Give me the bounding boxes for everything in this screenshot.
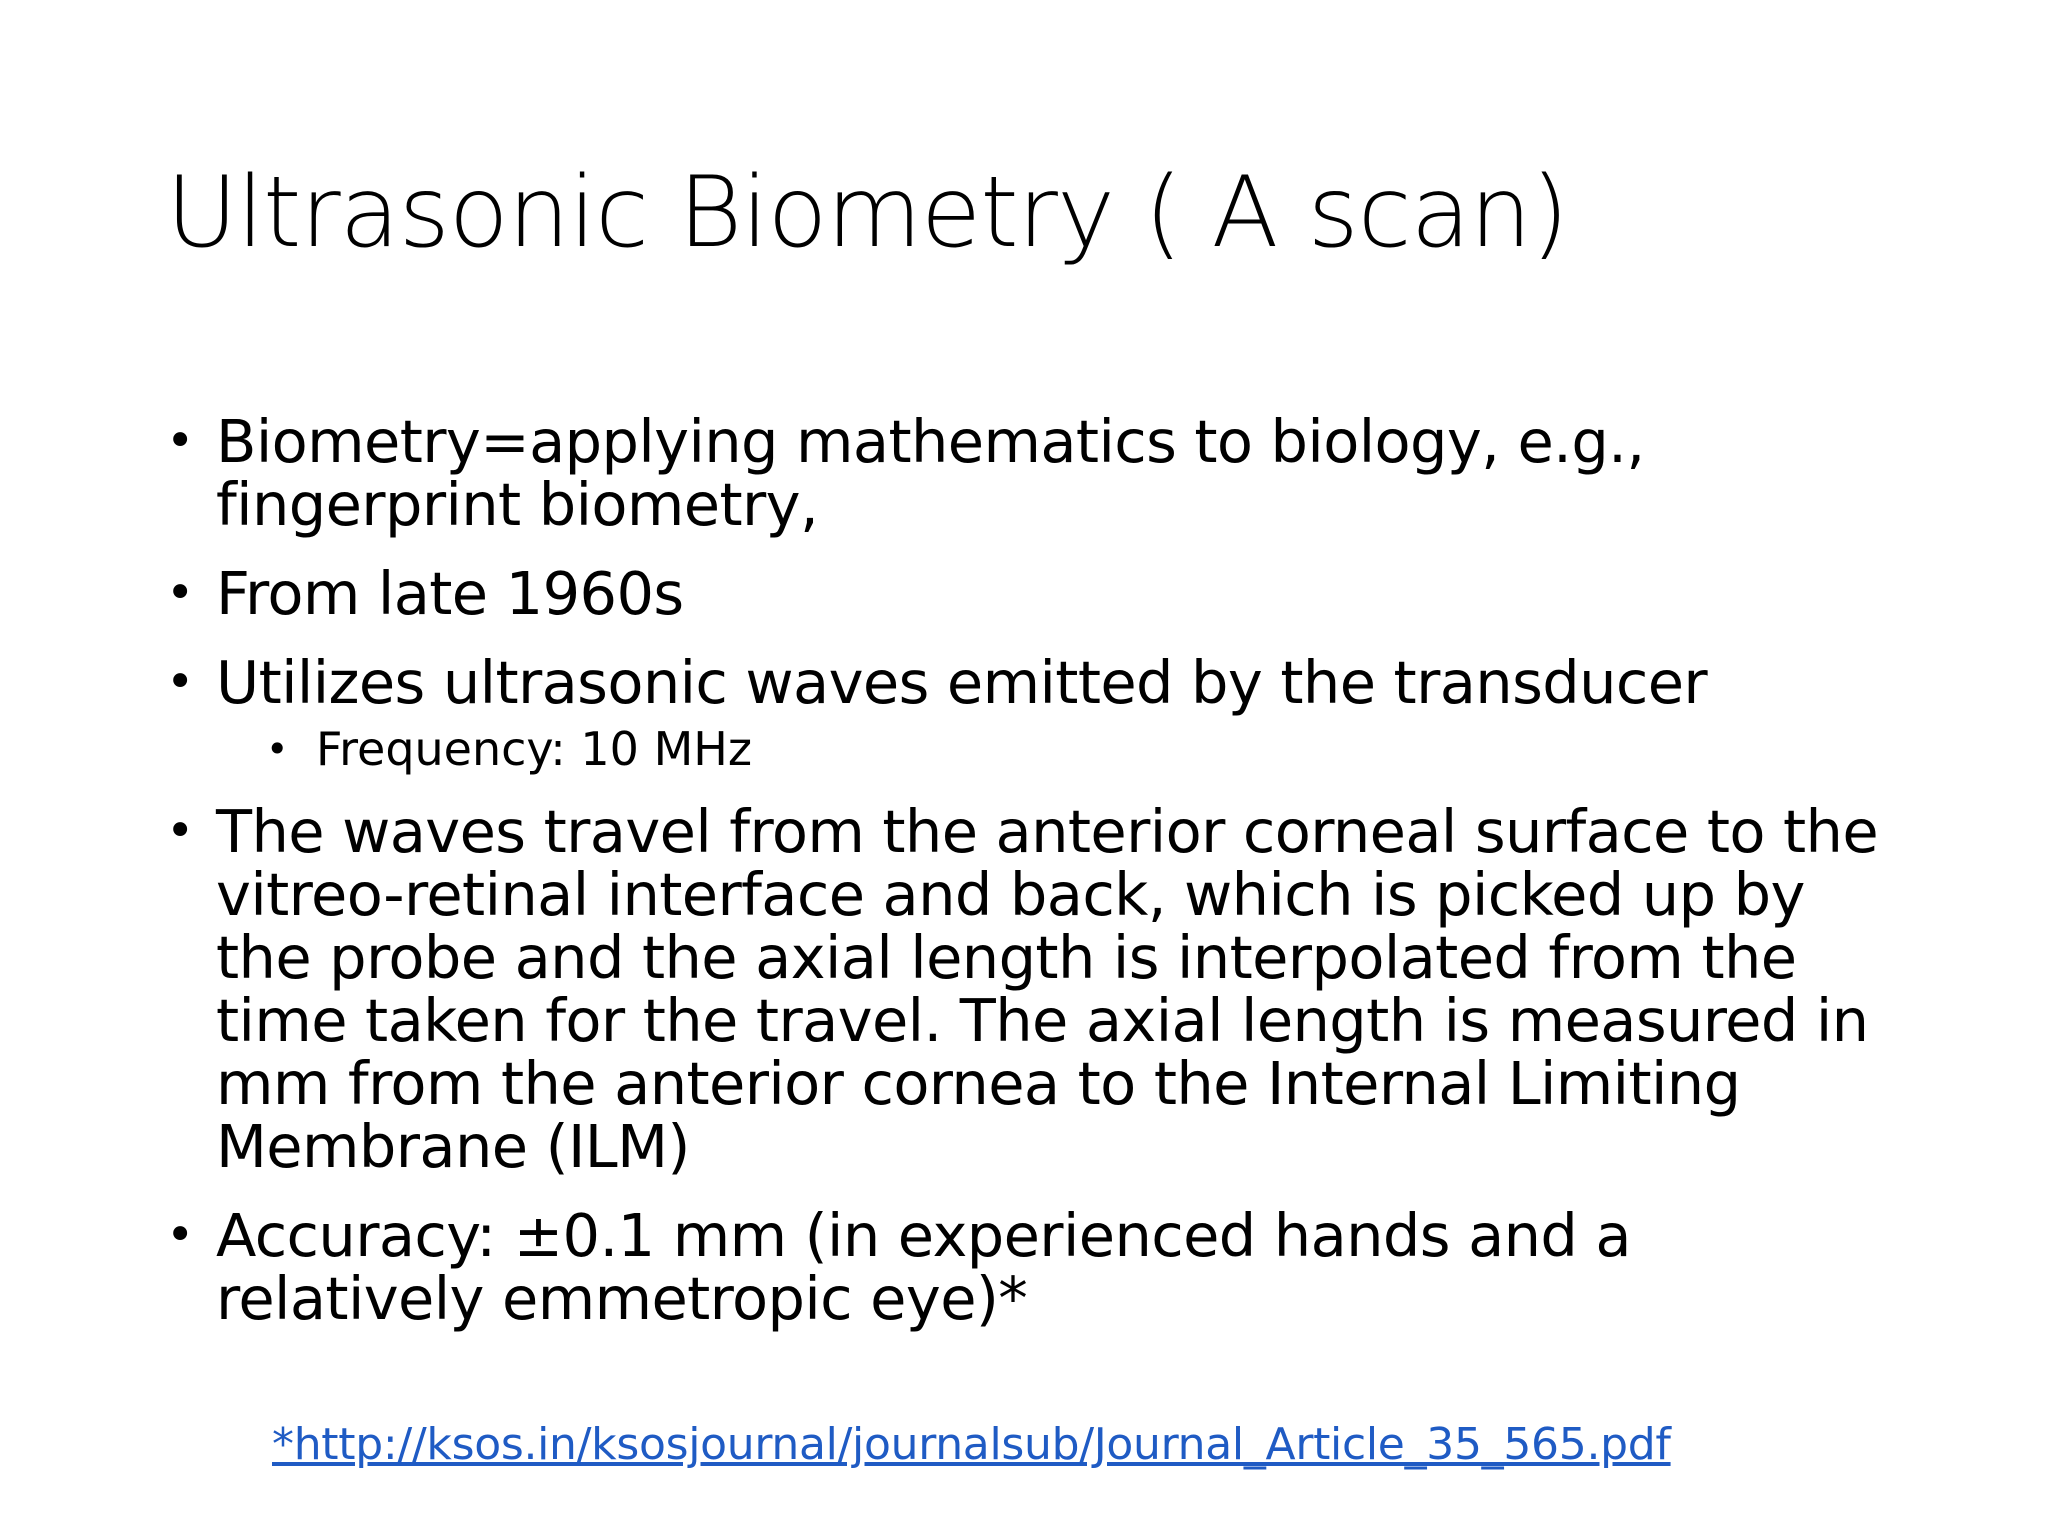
bullet-dot-icon: • <box>166 803 194 859</box>
bullet-item <box>166 407 1906 539</box>
bullet-item <box>166 797 1906 1181</box>
bullet-dot-icon: • <box>166 565 194 621</box>
bullet-list <box>166 407 1906 1356</box>
bullet-item <box>166 559 1906 628</box>
slide-title: Ultrasonic Biometry ( A scan) <box>166 156 1569 270</box>
footnote-link[interactable]: *http://ksos.in/ksosjournal/journalsub/Journal_Article_35_565.pdf <box>272 1419 1671 1470</box>
sub-bullet-item <box>166 724 1906 774</box>
bullet-text: Biometry=applying mathematics to biology, e.g., fingerprint biometry, <box>216 407 1645 539</box>
bullet-text: Accuracy: ±0.1 mm (in experienced hands and a relatively emmetropic eye)* <box>216 1201 1631 1333</box>
bullet-text: From late 1960s <box>216 559 684 628</box>
bullet-item <box>166 1201 1906 1333</box>
bullet-text: The waves travel from the anterior corneal surface to the vitreo-retinal interface and back, which is picked up by the probe and the axial length is interpolated from the time taken for the travel. The axial length is measured in mm from the anterior cornea to the Internal Limiting Membrane (ILM) <box>216 797 1879 1181</box>
sub-bullet-dot-icon: • <box>266 727 289 771</box>
bullet-dot-icon: • <box>166 654 194 710</box>
bullet-dot-icon: • <box>166 1207 194 1263</box>
bullet-text: Utilizes ultrasonic waves emitted by the transducer <box>216 648 1708 717</box>
sub-bullet-text: Frequency: 10 MHz <box>316 722 752 776</box>
bullet-item <box>166 648 1906 717</box>
bullet-dot-icon: • <box>166 413 194 469</box>
